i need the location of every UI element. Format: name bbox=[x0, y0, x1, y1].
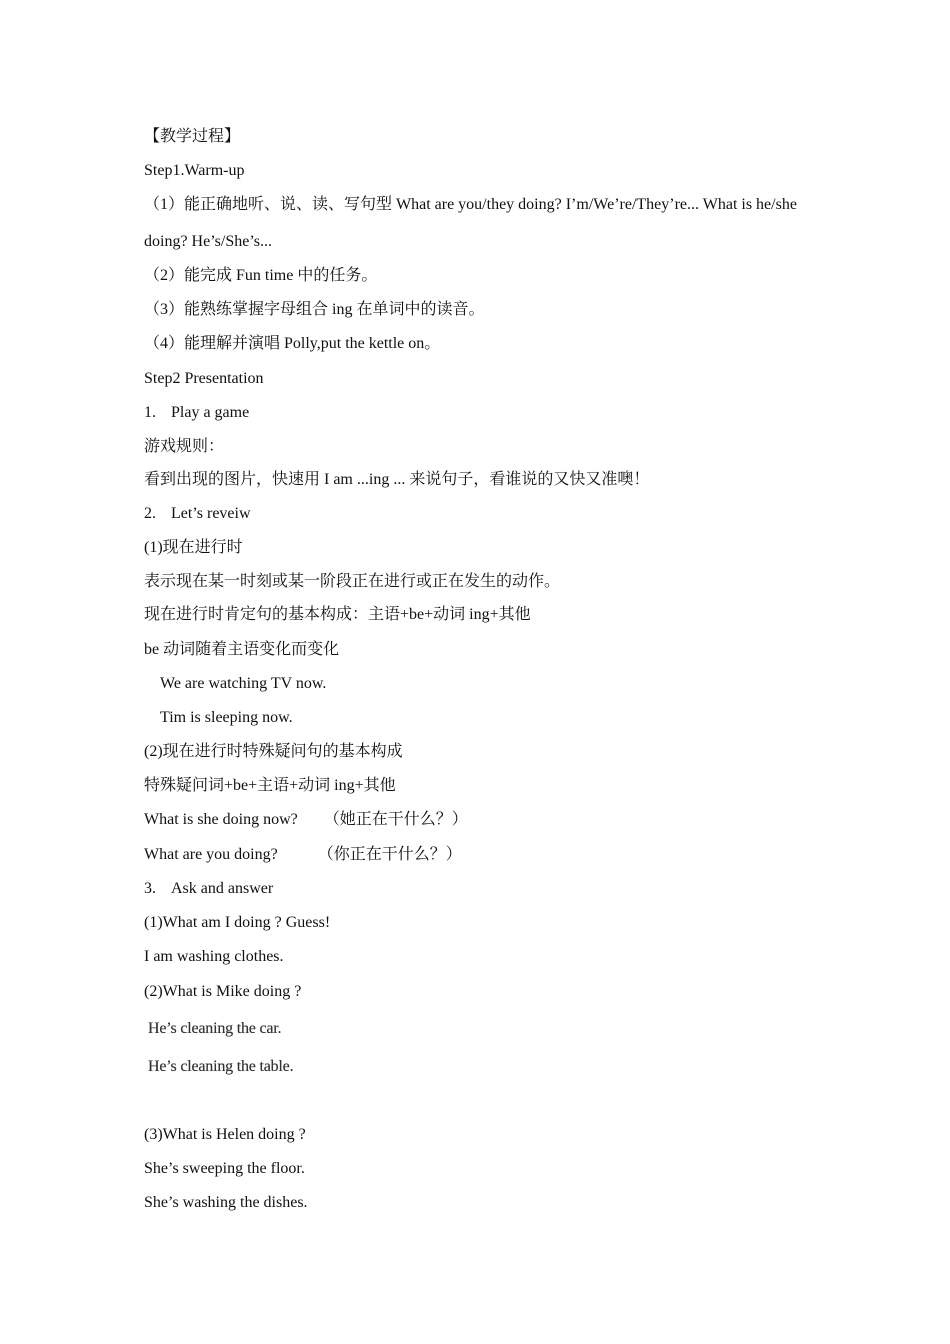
answer-sweeping-floor: She’s sweeping the floor. bbox=[144, 1160, 305, 1177]
list-number: 2. bbox=[144, 505, 156, 522]
game-rules-label: 游戏规则： bbox=[144, 438, 225, 455]
list-number: 1. bbox=[144, 404, 156, 421]
answer-washing-dishes: She’s washing the dishes. bbox=[144, 1194, 308, 1211]
wh-question-structure: 特殊疑问词+be+主语+动词 ing+其他 bbox=[144, 777, 396, 794]
answer-washing-clothes: I am washing clothes. bbox=[144, 948, 284, 965]
wh-question-heading: (2)现在进行时特殊疑问句的基本构成 bbox=[144, 743, 403, 760]
game-rules-text: 看到出现的图片，快速用 I am ...ing ... 来说句子，看谁说的又快又准噢！ bbox=[144, 471, 650, 488]
example-sentence-1: We are watching TV now. bbox=[160, 675, 327, 692]
image-answer-cleaning-table: He’s cleaning the table. bbox=[148, 1058, 294, 1075]
list-text: Ask and answer bbox=[171, 880, 274, 897]
example-question-english: What is she doing now? bbox=[144, 811, 298, 828]
affirmative-structure: 现在进行时肯定句的基本构成：主语+be+动词 ing+其他 bbox=[144, 606, 531, 623]
question-what-am-i-doing: (1)What am I doing ? Guess! bbox=[144, 914, 331, 931]
list-item-lets-review bbox=[144, 504, 251, 524]
image-answer-cleaning-car: He’s cleaning the car. bbox=[148, 1020, 282, 1037]
list-number: 3. bbox=[144, 880, 156, 897]
objective-4: （4）能理解并演唱 Polly,put the kettle on。 bbox=[144, 335, 441, 352]
objective-2: （2）能完成 Fun time 中的任务。 bbox=[144, 267, 378, 284]
example-question-chinese: （她正在干什么？） bbox=[323, 811, 468, 828]
question-what-is-helen-doing: (3)What is Helen doing ? bbox=[144, 1126, 306, 1143]
step-1-heading: Step1.Warm-up bbox=[144, 162, 245, 179]
list-text: Play a game bbox=[171, 404, 250, 421]
objective-1: （1）能正确地听、说、读、写句型 What are you/they doing? I’m/We’re/They’re... What is he/she bbox=[144, 196, 797, 213]
present-continuous-definition: 表示现在某一时刻或某一阶段正在进行或正在发生的动作。 bbox=[144, 573, 561, 590]
objective-3: （3）能熟练掌握字母组合 ing 在单词中的读音。 bbox=[144, 301, 485, 318]
list-item-play-a-game bbox=[144, 403, 249, 423]
section-heading: 【教学过程】 bbox=[144, 128, 241, 145]
objective-1-continued: doing? He’s/She’s... bbox=[144, 233, 272, 250]
step-2-heading: Step2 Presentation bbox=[144, 370, 264, 387]
example-sentence-2: Tim is sleeping now. bbox=[160, 709, 293, 726]
example-question-2 bbox=[144, 845, 462, 865]
example-question-chinese: （你正在干什么？） bbox=[317, 846, 462, 863]
be-verb-note: be 动词随着主语变化而变化 bbox=[144, 641, 340, 658]
present-continuous-heading: (1)现在进行时 bbox=[144, 539, 243, 556]
list-item-ask-and-answer bbox=[144, 879, 273, 899]
list-text: Let’s reveiw bbox=[171, 505, 251, 522]
example-question-english: What are you doing? bbox=[144, 846, 278, 863]
example-question-1 bbox=[144, 810, 468, 830]
question-what-is-mike-doing: (2)What is Mike doing ? bbox=[144, 983, 302, 1000]
